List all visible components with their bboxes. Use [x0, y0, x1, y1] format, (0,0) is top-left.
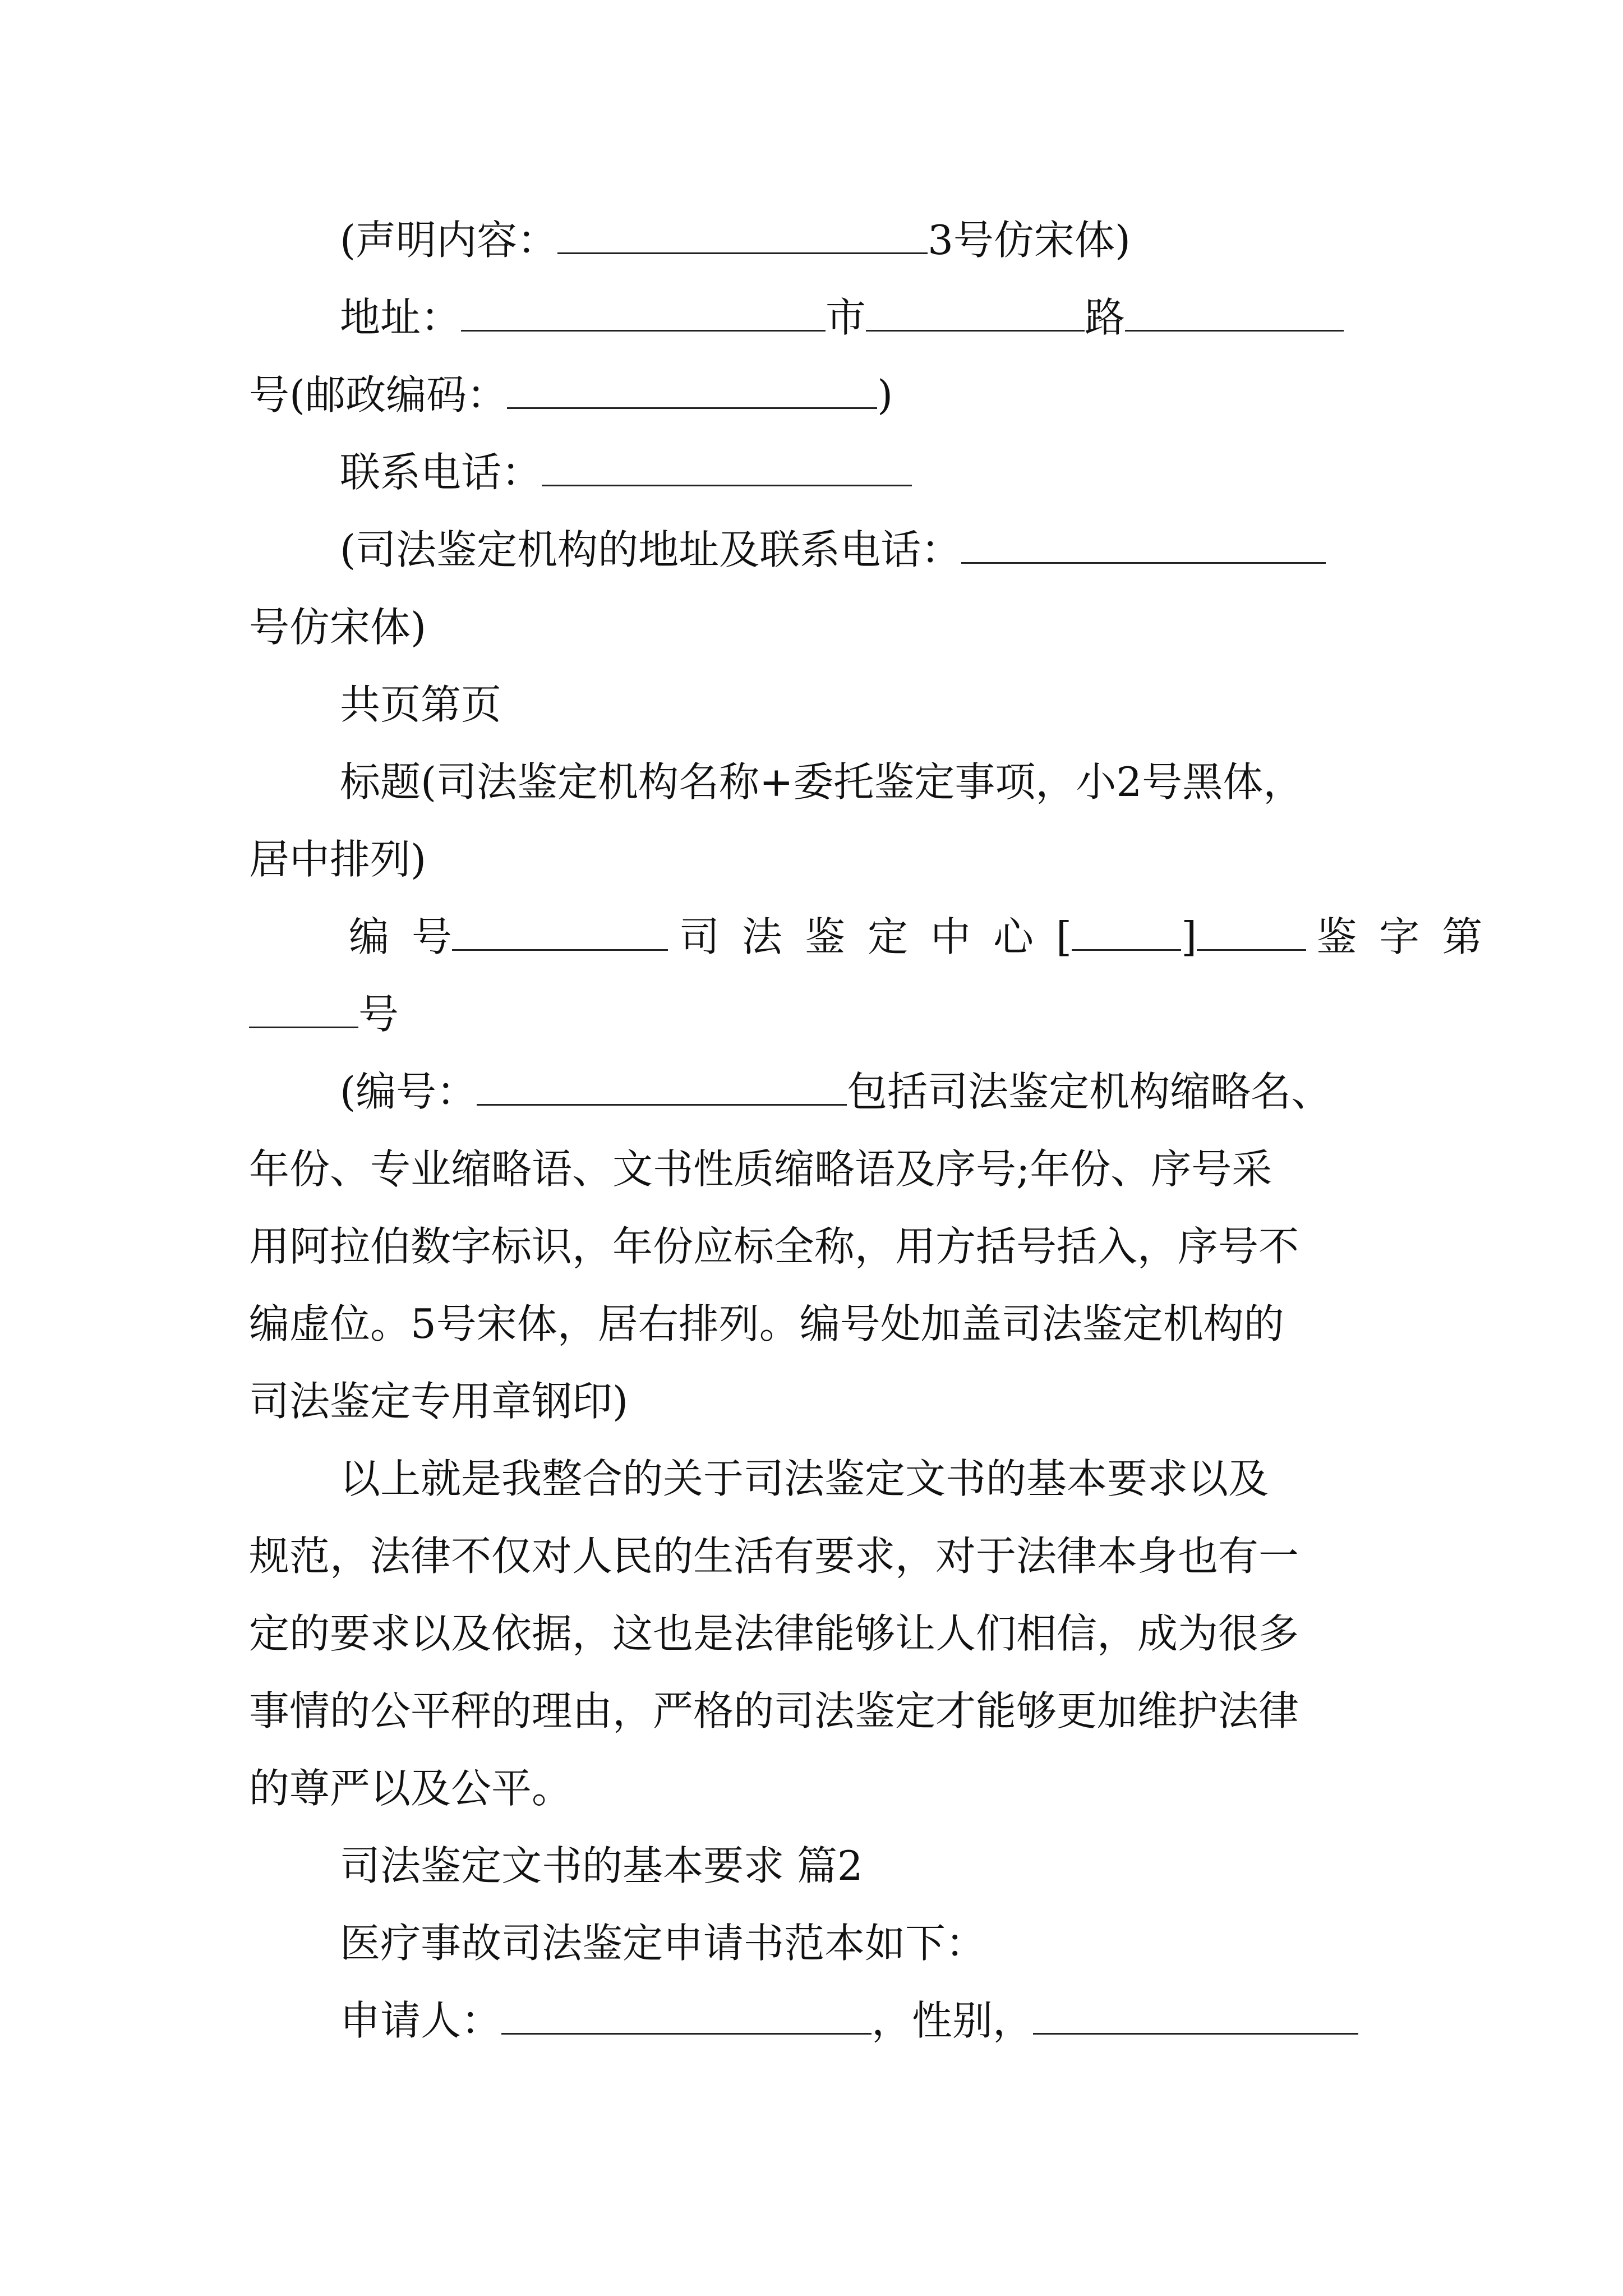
number-blank	[452, 949, 668, 951]
postcode-close: )	[877, 371, 893, 418]
postcode-line	[249, 371, 893, 418]
applicant-blank	[501, 2032, 872, 2035]
paragraph-line: 用阿拉伯数字标识，年份应标全称，用方括号括入，序号不	[249, 1223, 1299, 1270]
number-note-blank	[477, 1103, 847, 1106]
number-label: 编号	[349, 913, 475, 960]
statement-content-line	[340, 217, 1131, 264]
phone-blank	[542, 484, 912, 486]
address-line	[340, 294, 1344, 341]
road-blank	[1125, 329, 1344, 332]
phone-label: 联系电话：	[340, 449, 542, 496]
serial-blank	[249, 1026, 358, 1028]
number-suffix-line	[249, 991, 399, 1038]
postcode-blank	[507, 407, 877, 409]
abbr-blank	[1197, 949, 1306, 951]
summary-paragraph-line: 规范，法律不仅对人民的生活有要求，对于法律本身也有一	[249, 1533, 1299, 1580]
center-label: 司法鉴定中心[	[679, 913, 1095, 960]
gender-blank	[1033, 2032, 1358, 2035]
number-note-line	[340, 1068, 1332, 1115]
font-note-line: 号仿宋体)	[249, 604, 427, 651]
paragraph-line: 编虚位。5号宋体，居右排列。编号处加盖司法鉴定机构的	[249, 1300, 1284, 1347]
serial-label: 鉴字第	[1316, 913, 1505, 960]
summary-paragraph-line: 的尊严以及公平。	[249, 1765, 573, 1812]
serial-suffix: 号	[358, 991, 399, 1038]
section-heading: 司法鉴定文书的基本要求 篇2	[340, 1842, 863, 1889]
page-count-line: 共页第页	[340, 681, 502, 728]
address-label: 地址：	[340, 294, 462, 341]
summary-paragraph-line: 事情的公平秤的理由，严格的司法鉴定才能够更加维护法律	[249, 1687, 1299, 1734]
agency-address-blank	[961, 562, 1326, 564]
paragraph-line: 司法鉴定专用章钢印)	[249, 1378, 629, 1425]
statement-blank	[557, 252, 928, 254]
gender-label: ，性别，	[872, 1997, 1034, 2044]
postcode-label: 号(邮政编码：	[249, 371, 508, 418]
city-label: 市	[826, 294, 866, 341]
city-blank	[866, 329, 1085, 332]
statement-font-note: 3号仿宋体)	[928, 217, 1131, 264]
address-blank	[461, 329, 826, 332]
phone-line	[340, 449, 912, 496]
title-alignment-line: 居中排列)	[249, 836, 427, 883]
summary-paragraph-line: 以上就是我整合的关于司法鉴定文书的基本要求以及	[340, 1455, 1269, 1502]
number-note-text: 包括司法鉴定机构缩略名、	[847, 1068, 1332, 1115]
agency-address-note: (司法鉴定机构的地址及联系电话：	[340, 526, 962, 573]
summary-paragraph-line: 定的要求以及依据，这也是法律能够让人们相信，成为很多	[249, 1610, 1299, 1657]
number-note-label: (编号：	[340, 1068, 477, 1115]
agency-address-note-line	[340, 526, 1326, 573]
applicant-label: 申请人：	[340, 1997, 502, 2044]
road-label: 路	[1085, 294, 1126, 341]
intro-line: 医疗事故司法鉴定申请书范本如下：	[340, 1920, 986, 1967]
number-line	[349, 913, 1505, 960]
statement-label: (声明内容：	[340, 217, 558, 264]
applicant-line	[340, 1997, 1358, 2044]
bracket-close: ]	[1181, 913, 1197, 960]
year-blank	[1072, 949, 1181, 951]
paragraph-line: 年份、专业缩略语、文书性质缩略语及序号;年份、序号采	[249, 1145, 1272, 1193]
title-note-line: 标题(司法鉴定机构名称+委托鉴定事项，小2号黑体，	[340, 758, 1304, 806]
